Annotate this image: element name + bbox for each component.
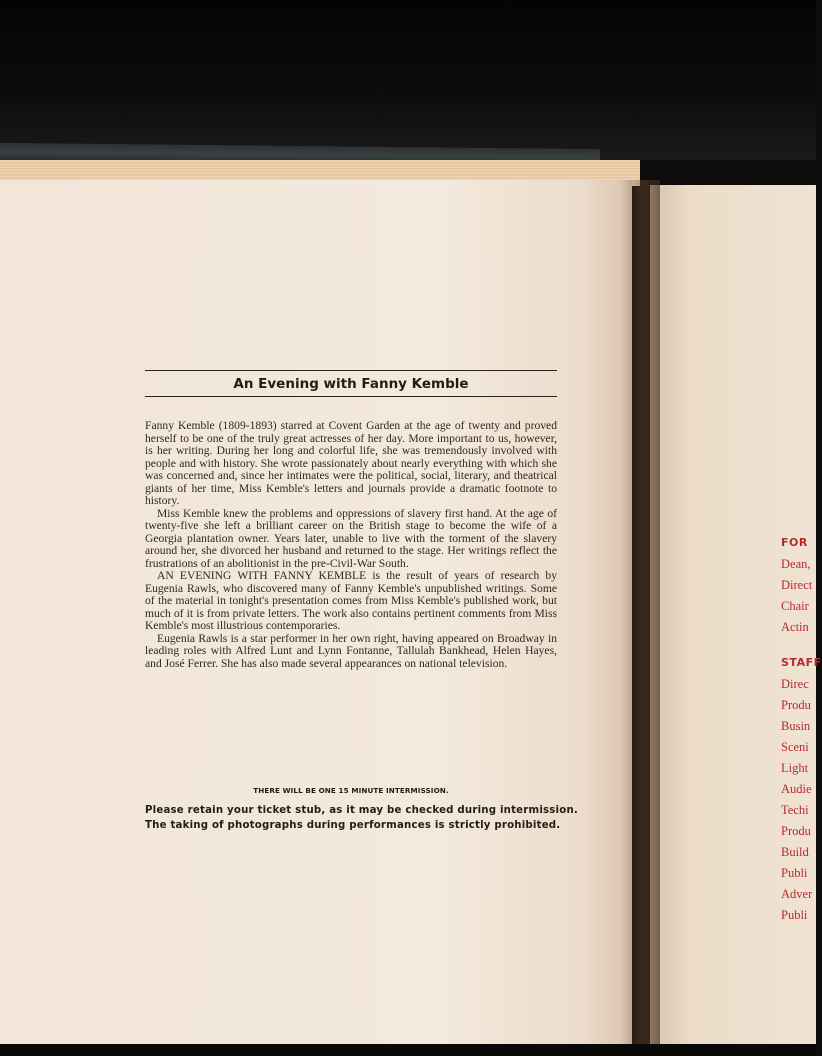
audience-notice xyxy=(145,804,578,833)
right-list-item: Produ xyxy=(781,698,811,712)
right-list-item: Produ xyxy=(781,824,811,838)
ticket-stub-notice: Please retain your ticket stub, as it may be checked during intermission. xyxy=(145,805,578,816)
right-list-item: Light xyxy=(781,761,809,775)
book-gutter xyxy=(620,180,660,1046)
bottom-edge xyxy=(0,1044,816,1056)
right-heading-for: FOR xyxy=(781,536,808,549)
book-cover xyxy=(0,0,816,160)
intermission-notice: THERE WILL BE ONE 15 MINUTE INTERMISSION. xyxy=(253,786,449,795)
right-list-item: Publi xyxy=(781,866,808,880)
notes-paragraph: Fanny Kemble (1809-1893) starred at Covent Garden at the age of twenty and proved herself to be one of the truly great actresses of her day. More important to us, however, is her writing. During her long and colorful life, she was tremendously involved with people and with history. She wrote passionately about nearly everything with which she was concerned and, since her intimates were the political, social, literary, and theatrical giants of her time, Miss Kemble's letters and journals provide a dramatic footnote to history. xyxy=(145,419,557,507)
notes-paragraph: Miss Kemble knew the problems and oppressions of slavery first hand. At the age of twenty-five she left a brilliant career on the British stage to become the wife of a Georgia plantation owner. Years later, unable to live with the torment of the slavery around her, she divorced her husband and returned to the stage. Her writings reflect the frustrations of an abolitionist in the pre-Civil-War South. xyxy=(145,506,557,570)
right-list-item: Direc xyxy=(781,677,809,691)
notes-paragraph: Eugenia Rawls is a star performer in her own right, having appeared on Broadway in leading roles with Alfred Lunt and Lynn Fontanne, Tallulah Bankhead, Helen Hayes, and José Ferrer. She has also made several appearances on national television. xyxy=(145,631,557,670)
notes-paragraph: AN EVENING WITH FANNY KEMBLE is the result of years of research by Eugenia Rawls, who discovered many of Fanny Kemble's unpublished writings. Some of the material in tonight's presentation comes from Miss Kemble's published work, but much of it is from private letters. The work also contains pertinent comments from Miss Kemble's most illustrious contemporaries. xyxy=(145,569,557,632)
program-notes xyxy=(145,420,557,670)
right-list-item: Publi xyxy=(781,908,808,922)
right-list-item: Direct xyxy=(781,578,813,592)
right-list-item: Techi xyxy=(781,803,809,817)
program-title: An Evening with Fanny Kemble xyxy=(233,376,469,392)
right-list-item: Chair xyxy=(781,599,809,613)
right-list-item: Sceni xyxy=(781,740,809,754)
right-list-item: Build xyxy=(781,845,809,859)
right-list-item: Dean, xyxy=(781,557,811,571)
right-heading-staff: STAFF xyxy=(781,656,822,669)
right-list-item: Audie xyxy=(781,782,812,796)
right-list-item: Adver xyxy=(781,887,813,901)
right-list-item: Busin xyxy=(781,719,811,733)
right-list-item: Actin xyxy=(781,620,809,634)
program-title-block xyxy=(145,370,557,397)
photography-notice: The taking of photographs during performances is strictly prohibited. xyxy=(145,819,561,831)
